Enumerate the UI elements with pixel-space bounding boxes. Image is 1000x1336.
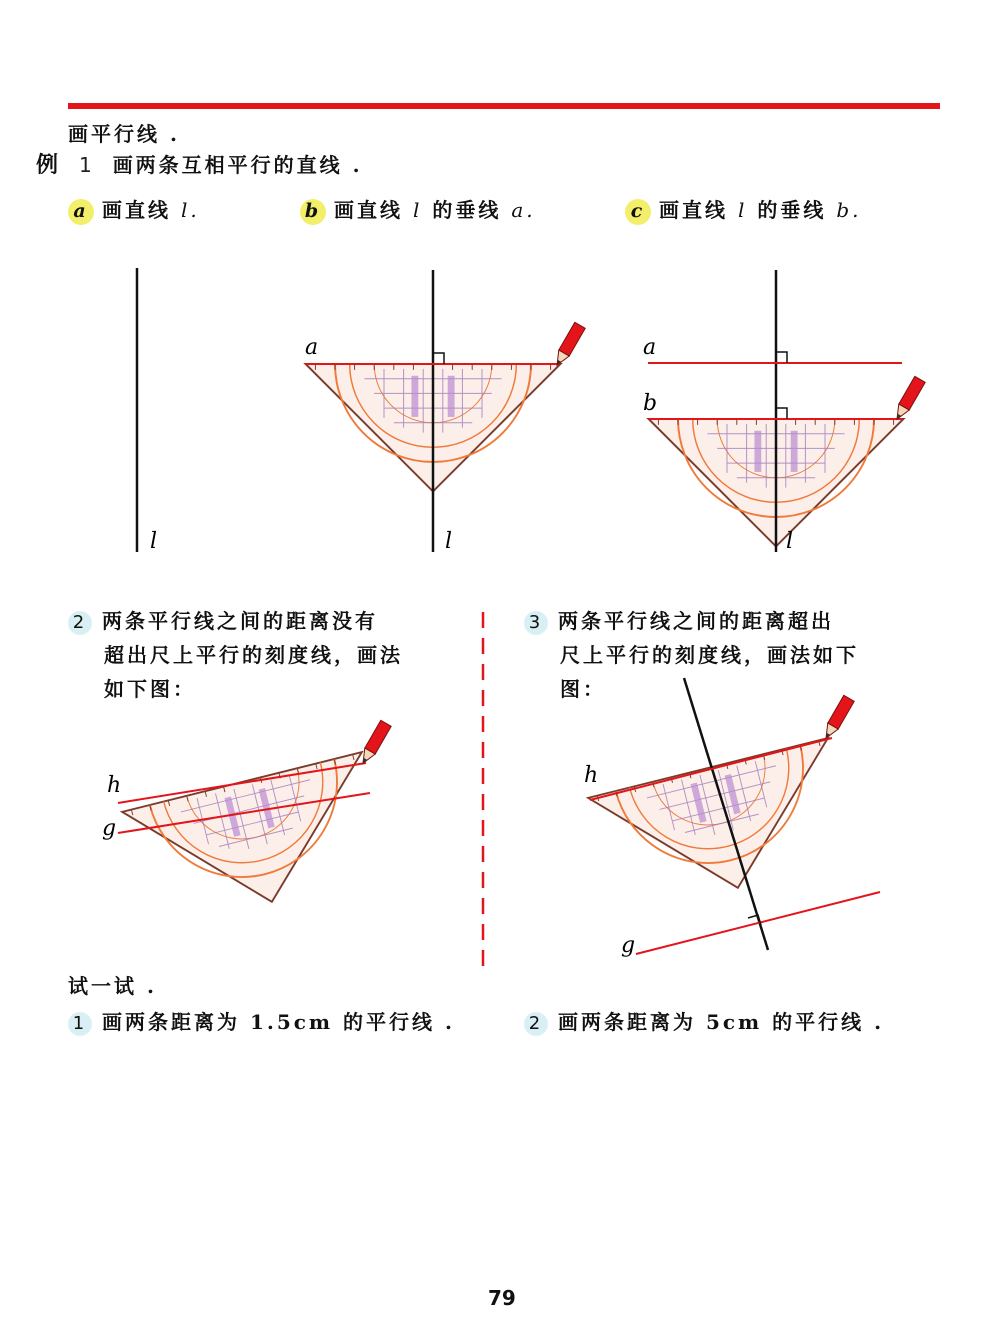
case2-line-2: 超出尺上平行的刻度线，画法 xyxy=(104,643,403,667)
label-h-case2: h xyxy=(107,773,122,798)
pencil-icon xyxy=(552,322,585,368)
label-b-c: b xyxy=(643,391,658,416)
pencil-icon xyxy=(358,720,391,766)
label-h-case3: h xyxy=(584,763,599,788)
right-angle-mark xyxy=(776,408,787,419)
tryit-number-2: 2 xyxy=(524,1012,548,1036)
case3-line-2: 尺上平行的刻度线，画法如下 xyxy=(560,643,859,667)
step-c-var1: l xyxy=(737,198,748,222)
tryit-title: 试一试 . xyxy=(68,974,157,998)
step-a-var: l. xyxy=(180,198,200,222)
tryit-item-1 xyxy=(68,1006,455,1036)
step-b-var2: a. xyxy=(511,198,536,222)
tryit-text-2: 画两条距离为 5cm 的平行线 . xyxy=(558,1010,885,1034)
label-l-b: l xyxy=(445,529,453,554)
label-a-c: a xyxy=(643,335,657,360)
step-badge-a: a xyxy=(68,199,94,225)
line-g-case3 xyxy=(636,892,880,954)
section-heading: 画平行线 . xyxy=(68,122,180,146)
case2-text xyxy=(68,604,448,706)
step-a-text: 画直线 xyxy=(102,198,171,222)
step-c-text: 画直线 xyxy=(659,198,728,222)
label-a-b: a xyxy=(305,335,319,360)
right-angle-mark xyxy=(776,352,787,363)
step-c-var2: b. xyxy=(836,198,862,222)
label-l-a: l xyxy=(150,529,158,554)
tryit-text-1: 画两条距离为 1.5cm 的平行线 . xyxy=(102,1010,455,1034)
example-number: 1 xyxy=(78,153,95,177)
page-number: 79 xyxy=(488,1286,516,1310)
case2-line-3: 如下图： xyxy=(104,677,196,701)
right-angle-mark xyxy=(433,353,444,364)
step-badge-b: b xyxy=(300,199,326,225)
case3-text xyxy=(524,604,904,706)
step-b-var1: l xyxy=(412,198,423,222)
example-text: 画两条互相平行的直线 . xyxy=(112,153,363,177)
case3-number: 3 xyxy=(524,611,548,635)
step-b-text: 画直线 xyxy=(334,198,403,222)
case3-line-3: 图： xyxy=(560,677,606,701)
case3-line-1: 两条平行线之间的距离超出 xyxy=(558,609,834,633)
pencil-icon xyxy=(892,376,925,422)
tryit-item-2 xyxy=(524,1006,884,1036)
example-label: 例 xyxy=(36,153,62,178)
step-b-mid: 的垂线 xyxy=(432,198,502,222)
label-g-case2: g xyxy=(102,816,117,841)
set-square-case2 xyxy=(122,752,392,932)
case2-line-1: 两条平行线之间的距离没有 xyxy=(102,609,378,633)
label-l-c: l xyxy=(786,529,794,554)
case2-number: 2 xyxy=(68,611,92,635)
tryit-number-1: 1 xyxy=(68,1012,92,1036)
step-c-mid: 的垂线 xyxy=(757,198,827,222)
step-badge-c: c xyxy=(625,199,651,225)
label-g-case3: g xyxy=(621,933,636,958)
